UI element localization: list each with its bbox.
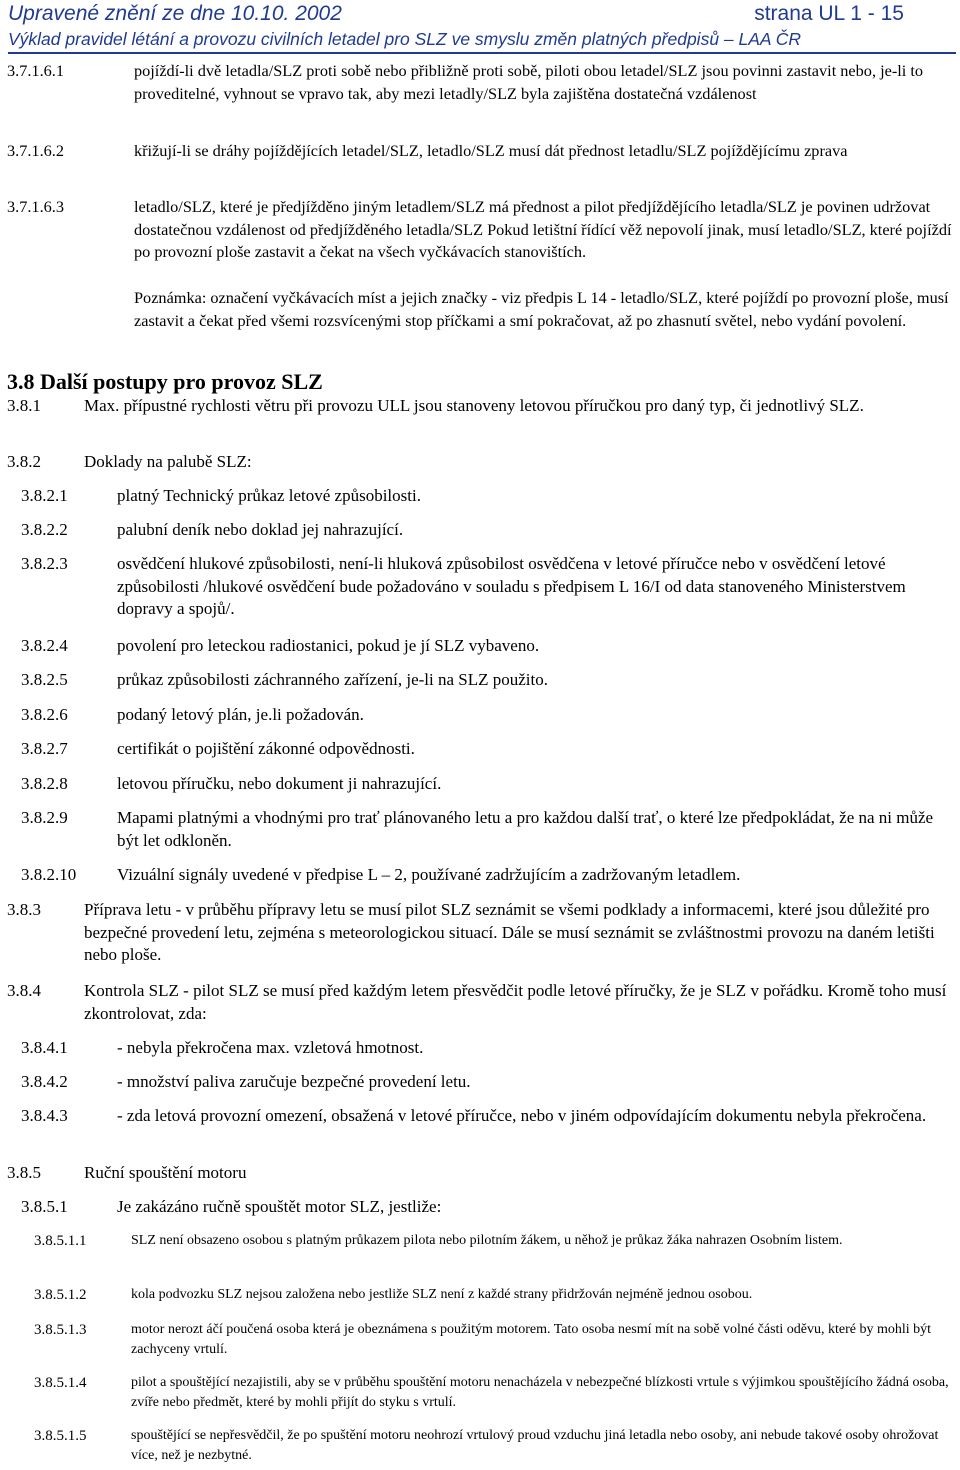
- item-number: 3.8.5.1: [21, 1197, 68, 1216]
- item-text: letovou příručku, nebo dokument ji nahrazující.: [117, 774, 442, 793]
- item-number: 3.8.2.8: [21, 774, 68, 793]
- item-text: křižují-li se dráhy pojíždějících letadel/SLZ, letadlo/SLZ musí dát přednost letadlu/SLZ pojíždějícímu zprava: [134, 141, 848, 160]
- item-text: pojíždí-li dvě letadla/SLZ proti sobě nebo přibližně proti sobě, piloti obou letadel/SLZ jsou povinni zastavit nebo, je-li to proveditelné, vyhnout se vpravo tak, aby mezi letadly/SLZ byla zajištěna dostatečná vzdálenost: [134, 61, 924, 103]
- item-text: motor nerozt áčí poučená osoba která je obeznámena s použitým motorem. Tato osoba nesmí mít na sobě volné části oděvu, které by mohli být zachyceny vrtulí.: [131, 1322, 932, 1357]
- item-number: 3.8.5.1.2: [34, 1287, 87, 1303]
- item-text: Mapami platnými a vhodnými pro trať plánovaného letu a pro každou další trať, o které lze předpokládat, že na ni může být let odkloněn.: [117, 808, 934, 850]
- item-text: certifikát o pojištění zákonné odpovědnosti.: [117, 739, 415, 758]
- item-number: 3.8.3: [7, 900, 41, 919]
- item-number: 3.8.4.3: [21, 1106, 68, 1125]
- item-number: 3.8.2.5: [21, 670, 68, 689]
- item-text: podaný letový plán, je.li požadován.: [117, 705, 364, 724]
- item-text: osvědčení hlukové způsobilosti, není-li hluková způsobilost osvědčena v letové příručce nebo v osvědčení letové způsobilosti /hlukové osvědčení bude požadováno v souladu s předpisem L 16/I od data stanoveného Ministerstvem dopravy a spojů/.: [117, 554, 906, 618]
- section-heading: 3.8 Další postupy pro provoz SLZ: [7, 369, 323, 394]
- item-text: povolení pro leteckou radiostanici, pokud je jí SLZ vybaveno.: [117, 636, 540, 655]
- item-text: Max. přípustné rychlosti větru při provozu ULL jsou stanoveny letovou příručkou pro daný typ, či jednotlivý SLZ.: [84, 396, 864, 415]
- item-number: 3.8.2.7: [21, 739, 68, 758]
- header-document-title: Výklad pravidel létání a provozu civilních letadel pro SLZ ve smyslu změn platných předpisů – LAA ČR: [8, 29, 802, 49]
- item-text: SLZ není obsazeno osobou s platným průkazem pilota nebo pilotním žákem, u něhož je průkaz žáka nahrazen Osobním listem.: [131, 1233, 843, 1248]
- item-text: Kontrola SLZ - pilot SLZ se musí před každým letem přesvědčit podle letové příručky, že je SLZ v pořádku. Kromě toho musí zkontrolovat, zda:: [84, 981, 947, 1023]
- item-text: kola podvozku SLZ nejsou založena nebo jestliže SLZ není z každé strany přidržován nejméně jednou osobou.: [131, 1287, 753, 1302]
- item-text: spouštějící se nepřesvědčil, že po spuštění motoru neohrozí vrtulový proud vzduchu jiná letadla nebo osoby, ani nebude takové osoby ohrožovat více, než je nezbytné.: [131, 1428, 939, 1463]
- item-number: 3.8.2.4: [21, 636, 68, 655]
- item-number: 3.8.2.9: [21, 808, 68, 827]
- item-text: pilot a spouštějící nezajistili, aby se v průběhu spouštění motoru nenacházela v nebezpečné blízkosti vrtule s výjimkou spouštějícího žádná osoba, zvíře nebo předmět, které by mohli přijít do styku s vrtulí.: [131, 1375, 949, 1410]
- item-text: Ruční spouštění motoru: [84, 1163, 247, 1182]
- item-number: 3.8.4.1: [21, 1038, 68, 1057]
- item-number: 3.8.5.1.3: [34, 1322, 87, 1338]
- item-number: 3.8.2.6: [21, 705, 68, 724]
- item-number: 3.8.4: [7, 981, 41, 1000]
- item-number: 3.8.2.3: [21, 554, 68, 573]
- item-number: 3.7.1.6.2: [7, 141, 64, 160]
- item-text: Vizuální signály uvedené v předpise L – 2, používané zadržujícím a zadržovaným letadlem.: [117, 865, 741, 884]
- item-text: Příprava letu - v průběhu přípravy letu se musí pilot SLZ seznámit se všemi podklady a informacemi, které jsou důležité pro bezpečné provedení letu, zejména s meteorologickou situací. Dále se musí seznámit se zvláštnostmi provozu na daném letišti nebo ploše.: [84, 900, 935, 964]
- item-number: 3.8.5.1.4: [34, 1375, 87, 1391]
- item-text: průkaz způsobilosti záchranného zařízení, je-li na SLZ použito.: [117, 670, 548, 689]
- item-number: 3.8.5.1.5: [34, 1428, 87, 1444]
- page-header: [8, 2, 956, 54]
- item-number: 3.8.5.1.1: [34, 1233, 87, 1249]
- item-number: 3.8.1: [7, 396, 41, 415]
- item-text: letadlo/SLZ, které je předjížděno jiným letadlem/SLZ má přednost a pilot předjíždějícího letadla/SLZ je povinen udržovat dostatečnou vzdálenost od předjížděného letadla/SLZ Pokud letištní řídící věž nepovolí jinak, musí letadlo/SLZ, které pojíždí po provozní ploše zastavit a čekat na všech vyčkávacích stanovištích.: [134, 197, 952, 261]
- item-number: 3.7.1.6.1: [7, 61, 64, 80]
- item-number: 3.8.4.2: [21, 1072, 68, 1091]
- item-text: palubní deník nebo doklad jej nahrazující.: [117, 520, 404, 539]
- item-number: 3.8.2.2: [21, 520, 68, 539]
- item-text: platný Technický průkaz letové způsobilosti.: [117, 486, 421, 505]
- header-page-number: strana UL 1 - 15: [754, 2, 904, 25]
- item-number: 3.8.2: [7, 452, 41, 471]
- item-text: - zda letová provozní omezení, obsažená v letové příručce, nebo v jiném odpovídajícím dokumentu nebyla překročena.: [117, 1106, 927, 1125]
- item-text: Doklady na palubě SLZ:: [84, 452, 252, 471]
- item-number: 3.8.2.10: [21, 865, 77, 884]
- item-text: Je zakázáno ručně spouštět motor SLZ, jestliže:: [117, 1197, 442, 1216]
- item-text: - množství paliva zaručuje bezpečné provedení letu.: [117, 1072, 471, 1091]
- note-text: Poznámka: označení vyčkávacích míst a jejich značky - viz předpis L 14 - letadlo/SLZ, které pojíždí po provozní ploše, musí zastavit a čekat před všemi rozsvícenými stop příčkami a smí pokračovat, až po zhasnutí světel, nebo vydání povolení.: [134, 288, 949, 330]
- item-number: 3.8.2.1: [21, 486, 68, 505]
- header-revision-date: Upravené znění ze dne 10.10. 2002: [8, 2, 342, 25]
- item-number: 3.8.5: [7, 1163, 41, 1182]
- item-text: - nebyla překročena max. vzletová hmotnost.: [117, 1038, 424, 1057]
- item-number: 3.7.1.6.3: [7, 197, 64, 216]
